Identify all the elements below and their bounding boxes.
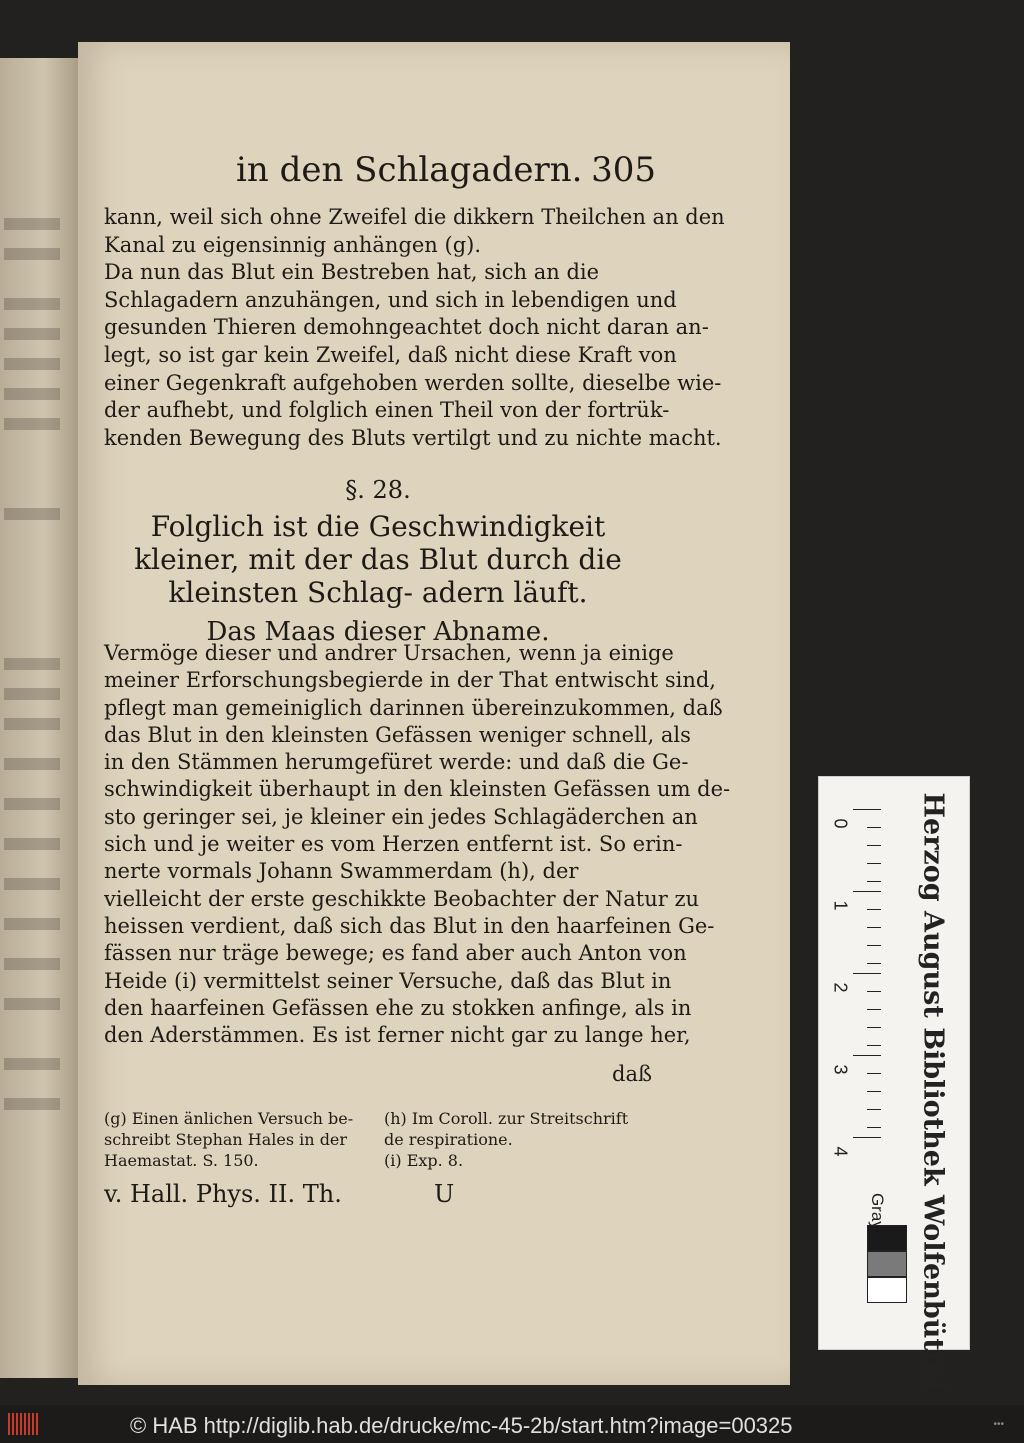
footnote-line: (g) Einen änlichen Versuch be- — [104, 1109, 354, 1128]
footer-bar — [0, 1405, 1024, 1443]
footnotes-right — [384, 1108, 654, 1171]
signature-mark: U — [434, 1180, 455, 1208]
ruler — [829, 791, 885, 1157]
text-line: sto geringer sei, je kleiner ein jedes Schlagäderchen an — [104, 804, 698, 829]
text-line: Schlagadern anzuhängen, und sich in lebendigen und — [104, 287, 677, 312]
copyright-url[interactable]: © HAB http://diglib.hab.de/drucke/mc-45-2b/start.htm?image=00325 — [130, 1413, 793, 1438]
section-heading: Folglich ist die Geschwindigkeit kleiner, mit der das Blut durch die kleinsten Schlag- adern läuft. — [134, 510, 622, 609]
ruler-number: 3 — [830, 1064, 851, 1075]
printer-signature: v. Hall. Phys. II. Th. — [104, 1180, 342, 1208]
section-number: §. 28. — [345, 476, 411, 504]
ruler-number: 4 — [830, 1146, 851, 1157]
body-text — [104, 204, 725, 452]
footer-dots: ••• — [993, 1419, 1004, 1430]
text-line: das Blut in den kleinsten Gefässen weniger schnell, als — [104, 722, 691, 747]
color-scale-card — [818, 776, 970, 1391]
text-line: fässen nur träge bewege; es fand aber auch Anton von — [104, 941, 687, 966]
ruler-number: 1 — [830, 900, 851, 911]
text-line: vielleicht der erste geschikkte Beobachter der Natur zu — [104, 886, 700, 911]
text-line: Kanal zu eigensinnig anhängen (g). — [104, 232, 482, 257]
footnote-line: (h) Im Coroll. zur Streitschrift — [384, 1109, 629, 1128]
text-line: der aufhebt, und folglich einen Theil von der fortrük- — [104, 398, 670, 423]
library-name: Herzog August Bibliothek Wolfenbüttel — [917, 792, 949, 1391]
swatch-white — [867, 1277, 907, 1303]
body-text-2 — [104, 640, 731, 1049]
text-line: in den Stämmen herumgefüret werde: und daß die Ge- — [104, 750, 689, 775]
text-line: kann, weil sich ohne Zweifel die dikkern Theilchen an den — [104, 205, 725, 229]
text-line: legt, so ist gar kein Zweifel, daß nicht diese Kraft von — [104, 342, 677, 367]
footnotes-left — [104, 1108, 374, 1171]
ruler-number: 2 — [830, 982, 851, 993]
text-line: pflegt man gemeiniglich darinnen übereinzukommen, daß — [104, 695, 723, 720]
text-line: Vermöge dieser und andrer Ursachen, wenn ja einige — [104, 641, 674, 665]
ruler-number: 0 — [830, 818, 851, 829]
text-line: meiner Erforschungsbegierde in der That entwischt sind, — [104, 668, 716, 693]
hab-logo-icon — [8, 1413, 38, 1435]
catchword: daß — [612, 1062, 652, 1086]
swatch-black — [867, 1225, 907, 1251]
text-line: nerte vormals Johann Swammerdam (h), der — [104, 859, 579, 884]
footnote-line: Haemastat. S. 150. — [104, 1151, 259, 1170]
running-head-title: in den Schlagadern. — [236, 150, 583, 190]
card-title — [903, 792, 963, 1391]
text-line: Da nun das Blut ein Bestreben hat, sich an die — [104, 260, 600, 285]
text-line: Heide (i) vermittelst seiner Versuche, daß das Blut in — [104, 968, 672, 993]
text-line: gesunden Thieren demohngeachtet doch nicht daran an- — [104, 315, 709, 340]
text-line: sich und je weiter es vom Herzen entfernt ist. So erin- — [104, 832, 683, 857]
text-line: kenden Bewegung des Bluts vertilgt und zu nichte macht. — [104, 425, 722, 450]
text-line: einer Gegenkraft aufgehoben werden sollte, dieselbe wie- — [104, 370, 722, 395]
text-line: schwindigkeit überhaupt in den kleinsten Gefässen um de- — [104, 777, 731, 802]
text-line: den haarfeinen Gefässen ehe zu stokken anfinge, als in — [104, 995, 692, 1020]
text-line: den Aderstämmen. Es ist ferner nicht gar zu lange her, — [104, 1023, 691, 1048]
page-number: 305 — [591, 150, 656, 190]
section-subheading: Das Maas dieser Abname. — [206, 617, 550, 647]
text-line: heissen verdient, daß sich das Blut in den haarfeinen Ge- — [104, 913, 715, 938]
footnote-line: de respiratione. — [384, 1130, 513, 1149]
adjacent-page-edge — [0, 58, 80, 1378]
section-header — [104, 476, 652, 647]
footnote-line: (i) Exp. 8. — [384, 1151, 464, 1170]
footnote-line: schreibt Stephan Hales in der — [104, 1130, 348, 1149]
swatch-gray — [867, 1251, 907, 1277]
